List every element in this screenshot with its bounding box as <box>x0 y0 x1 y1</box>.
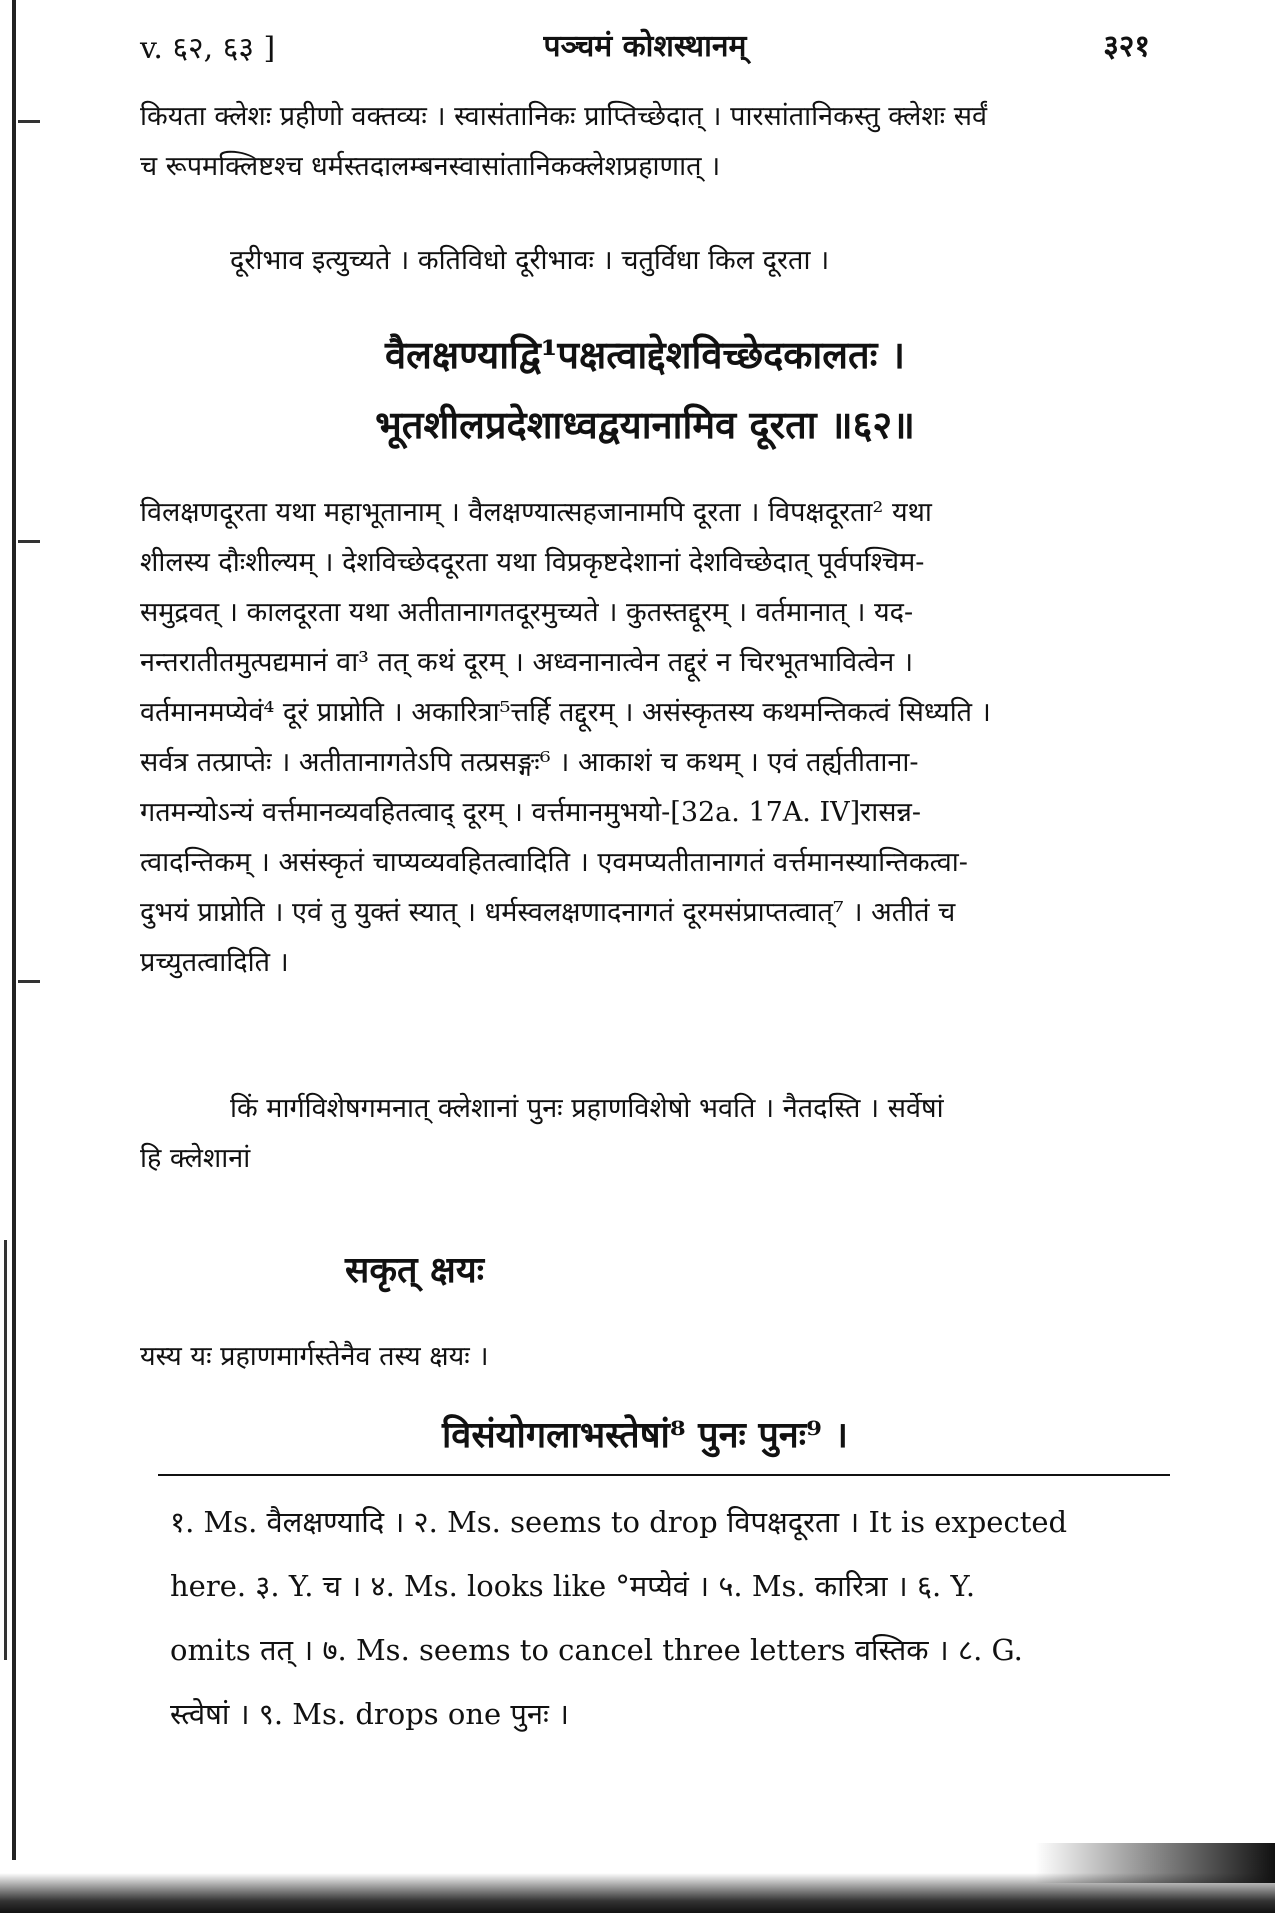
margin-mark <box>18 540 40 543</box>
footnote-line: omits तत् । ७. Ms. seems to cancel three letters वस्तिक । ८. G. <box>170 1633 1023 1667</box>
commentary-paragraph <box>140 488 1150 988</box>
text-line: प्रच्युतत्वादिति । <box>140 947 289 978</box>
text-line: नन्तरातीतमुत्पद्यमानं वा³ तत् कथं दूरम् । अध्वनानात्वेन तद्दूरं न चिरभूतभावित्वेन । <box>140 647 914 678</box>
footnote-line: १. Ms. वैलक्षण्यादि । २. Ms. seems to drop विपक्षदूरता । It is expected <box>170 1505 1068 1539</box>
footnote-line: स्त्वेषां । ९. Ms. drops one पुनः । <box>170 1697 570 1731</box>
text-line: दुभयं प्राप्नोति । एवं तु युक्तं स्यात् । धर्मस्वलक्षणादनागतं दूरमसंप्राप्तत्वात्⁷ । अतीतं च <box>140 897 956 928</box>
karika-half-b <box>140 1400 1150 1470</box>
page-header <box>140 20 1150 70</box>
text-line: दूरीभाव इत्युच्यते । कतिविधो दूरीभावः । चतुर्विधा किल दूरता । <box>230 245 830 276</box>
text-line: सर्वत्र तत्प्राप्तेः । अतीतानागतेऽपि तत्प्रसङ्गः⁶ । आकाशं च कथम् । एवं तर्ह्यतीताना- <box>140 747 919 778</box>
answer-paragraph <box>140 1332 1150 1382</box>
text-line: गतमन्योऽन्यं वर्त्तमानव्यवहितत्वाद् दूरम् । वर्त्तमानमुभयो-[32a. 17A. IV]रासन्न- <box>140 797 921 828</box>
verse-range: v. ६२, ६३ ] <box>140 31 276 66</box>
intro-paragraph <box>140 92 1150 192</box>
footnote-line: here. ३. Y. च । ४. Ms. looks like °मप्येवं । ५. Ms. कारित्रा । ६. Y. <box>170 1569 976 1603</box>
question-paragraph <box>140 236 1150 286</box>
binding-edge <box>12 0 16 1860</box>
text-line: हि क्लेशानां <box>140 1143 251 1174</box>
karika-half-a <box>345 1244 745 1293</box>
verse-line: वैलक्षण्याद्वि¹पक्षत्वाद्देशविच्छेदकालतः । <box>384 332 906 377</box>
text-line: समुद्रवत् । कालदूरता यथा अतीतानागतदूरमुच्यते । कुतस्तद्दूरम् । वर्तमानात् । यद- <box>140 597 914 628</box>
scan-shadow-corner <box>1035 1843 1275 1883</box>
verse-line: सकृत् क्षयः <box>345 1249 485 1291</box>
page-number: ३२१ <box>1103 29 1150 64</box>
margin-mark <box>18 120 40 123</box>
karika-62 <box>140 320 1150 460</box>
binding-shadow <box>4 1240 7 1660</box>
text-line: च रूपमक्लिष्टश्च धर्मस्तदालम्बनस्वासांतानिकक्लेशप्रहाणात् । <box>140 151 721 182</box>
verse-line: भूतशीलप्रदेशाध्वद्वयानामिव दूरता ॥६२॥ <box>375 402 915 447</box>
footnotes <box>170 1490 1170 1746</box>
footnote-rule <box>158 1474 1170 1476</box>
text-line: कियता क्लेशः प्रहीणो वक्तव्यः । स्वासंतानिकः प्राप्तिच्छेदात् । पारसांतानिकस्तु क्लेशः सर्वं <box>140 101 987 132</box>
text-line: शीलस्य दौःशील्यम् । देशविच्छेददूरता यथा विप्रकृष्टदेशानां देशविच्छेदात् पूर्वपश्चिम- <box>140 547 925 578</box>
text-line: यस्य यः प्रहाणमार्गस्तेनैव तस्य क्षयः । <box>140 1341 489 1372</box>
text-line: विलक्षणदूरता यथा महाभूतानाम् । वैलक्षण्यात्सहजानामपि दूरता । विपक्षदूरता² यथा <box>140 497 932 528</box>
text-line: त्वादन्तिकम् । असंस्कृतं चाप्यव्यवहितत्वादिति । एवमप्यतीतानागतं वर्त्तमानस्यान्तिकत्वा- <box>140 847 968 878</box>
margin-mark <box>18 980 40 983</box>
text-line: किं मार्गविशेषगमनात् क्लेशानां पुनः प्रहाणविशेषो भवति । नैतदस्ति । सर्वेषां <box>230 1093 944 1124</box>
text-line: वर्तमानमप्येवं⁴ दूरं प्राप्नोति । अकारित्रा⁵त्तर्हि तद्दूरम् । असंस्कृतस्य कथमन्तिकत्वं सिध्यति । <box>140 697 991 728</box>
chapter-title: पञ्चमं कोशस्थानम् <box>543 29 747 64</box>
verse-line: विसंयोगलाभस्तेषां⁸ पुनः पुनः⁹ । <box>441 1414 849 1456</box>
question-paragraph-2 <box>140 1084 1150 1184</box>
